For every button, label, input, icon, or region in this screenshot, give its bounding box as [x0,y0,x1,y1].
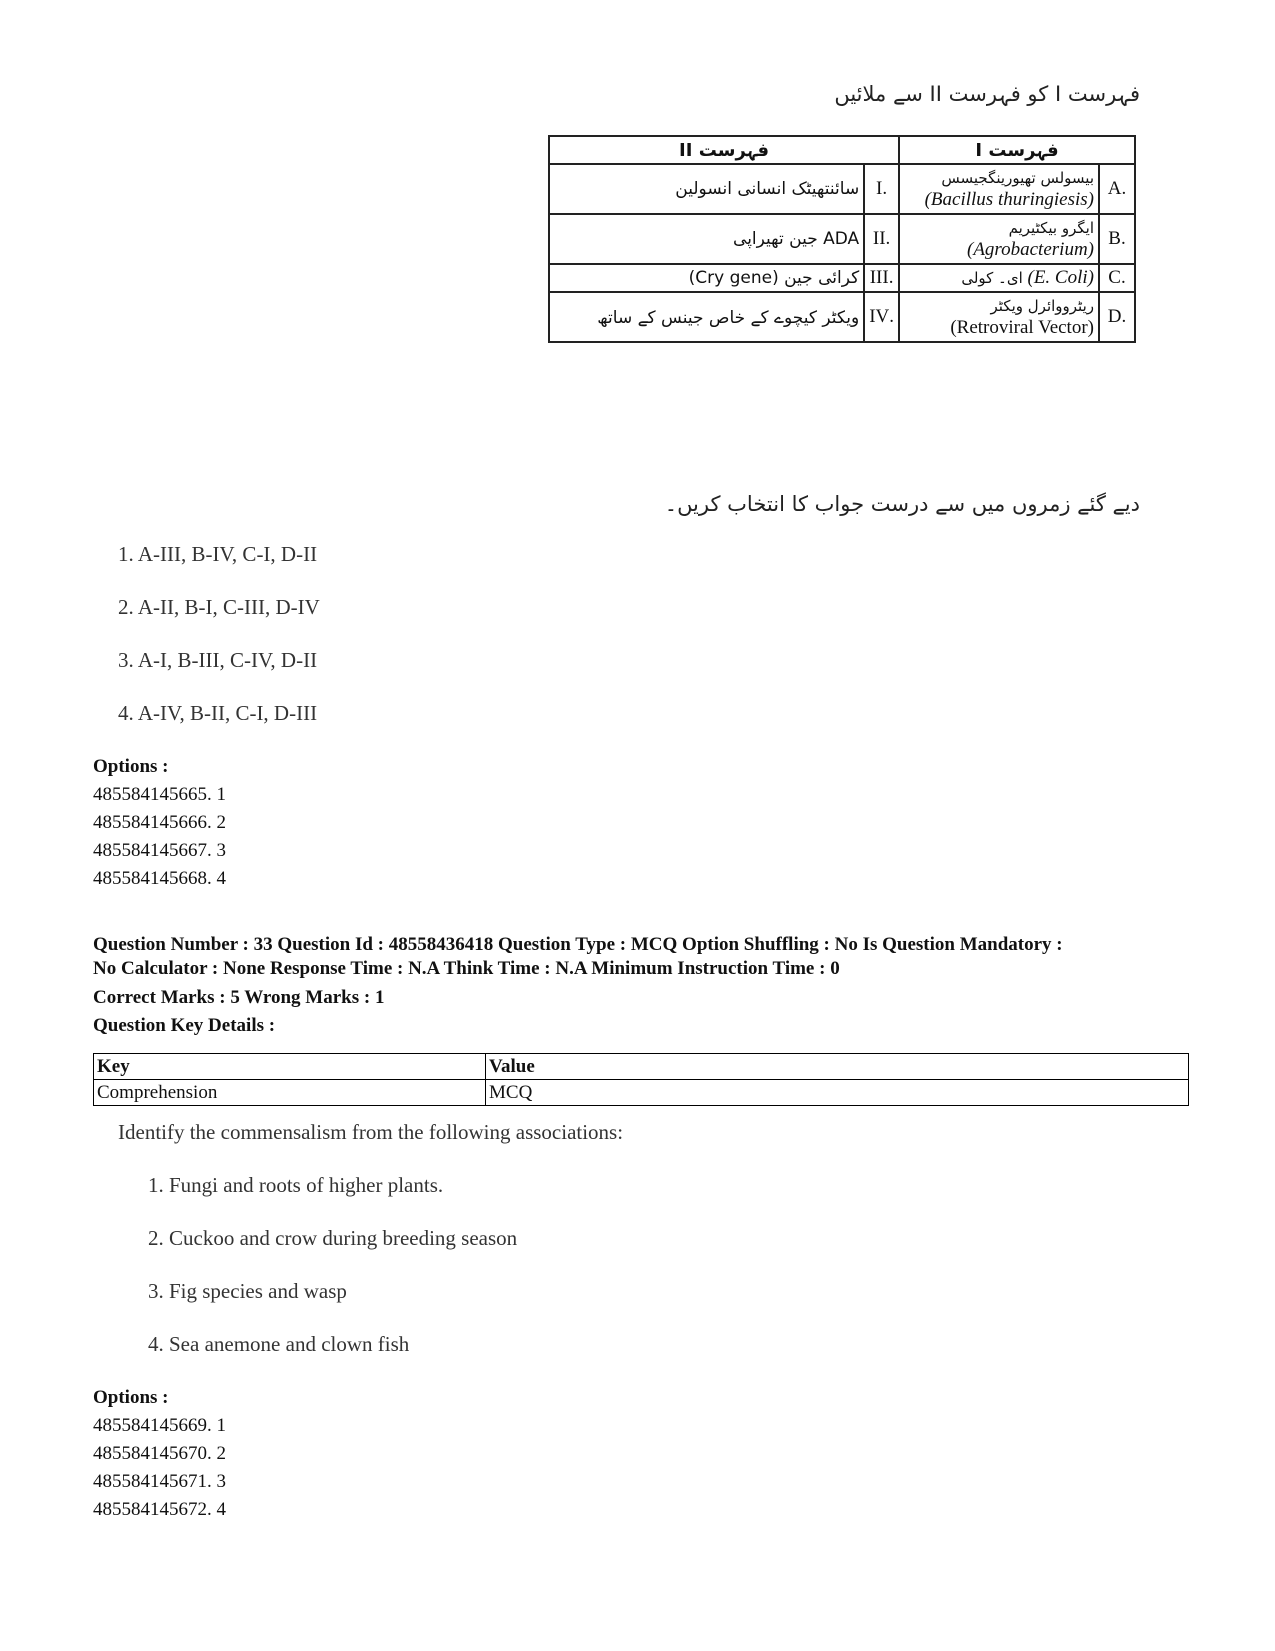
list-item: 3. Fig species and wasp [148,1279,347,1303]
match-table [548,135,1136,343]
list-item: 2. A-II, B-I, C-III, D-IV [118,595,320,619]
list-item: 1. A-III, B-IV, C-I, D-II [118,542,318,566]
table-row [94,1054,1189,1080]
table-row [94,1080,1189,1106]
row-label: .B [1099,214,1135,264]
list-1-header: فہرست I [899,136,1135,164]
instruction-text: دیے گئے زمروں میں سے درست جواب کا انتخاب کریں۔ [664,492,1140,516]
key-details-table [93,1053,1189,1106]
option-item: 485584145665. 1 [93,784,226,805]
option-item: 485584145667. 3 [93,840,226,861]
value-cell: MCQ [486,1080,1189,1106]
question-meta-line2: No Calculator : None Response Time : N.A Think Time : N.A Minimum Instruction Time : 0 [93,958,840,979]
roman-label: .I [864,164,899,214]
option-item: 485584145666. 2 [93,812,226,833]
list-2-header: فہرست II [549,136,899,164]
list-1-item: ایگرو بیکٹیریم (Agrobacterium) [899,214,1099,264]
marks-line: Correct Marks : 5 Wrong Marks : 1 [93,987,385,1008]
list-2-item: ویکٹر کیچوے کے خاص جینس کے ساتھ [549,292,864,342]
option-item: 485584145671. 3 [93,1471,226,1492]
list-item: 3. A-I, B-III, C-IV, D-II [118,648,318,672]
key-cell: Comprehension [94,1080,486,1106]
table-row [549,214,1135,264]
option-item: 485584145672. 4 [93,1499,226,1520]
option-item: 485584145668. 4 [93,868,226,889]
option-item: 485584145670. 2 [93,1443,226,1464]
options-label: Options : [93,756,169,777]
table-row [549,264,1135,292]
list-item: 1. Fungi and roots of higher plants. [148,1173,444,1197]
list-1-item: (E. Coli) ای۔ کولی [899,264,1099,292]
option-item: 485584145669. 1 [93,1415,226,1436]
options-label: Options : [93,1387,169,1408]
list-2-item: ADA جین تھیراپی [549,214,864,264]
list-2-item: سائنتھیٹک انسانی انسولین [549,164,864,214]
list-item: 2. Cuckoo and crow during breeding season [148,1226,518,1250]
list-2-item: کرائی جین (Cry gene) [549,264,864,292]
table-row [549,164,1135,214]
row-label: .C [1099,264,1135,292]
key-header: Key [94,1054,486,1080]
roman-label: .II [864,214,899,264]
list-1-item: ریٹرووائرل ویکٹر (Retroviral Vector) [899,292,1099,342]
match-heading: فہرست I کو فہرست II سے ملائیں [834,82,1140,106]
roman-label: .III [864,264,899,292]
list-item: 4. Sea anemone and clown fish [148,1332,410,1356]
roman-label: .IV [864,292,899,342]
question-text: Identify the commensalism from the following associations: [118,1120,624,1144]
table-row [549,292,1135,342]
list-1-item: بیسولس تھیورینگجیسس (Bacillus thuringiesis) [899,164,1099,214]
key-details-label: Question Key Details : [93,1015,276,1036]
row-label: .A [1099,164,1135,214]
list-item: 4. A-IV, B-II, C-I, D-III [118,701,318,725]
value-header: Value [486,1054,1189,1080]
row-label: .D [1099,292,1135,342]
question-meta-line1: Question Number : 33 Question Id : 48558436418 Question Type : MCQ Option Shuffling : No Is Question Mandatory : [93,934,1063,955]
